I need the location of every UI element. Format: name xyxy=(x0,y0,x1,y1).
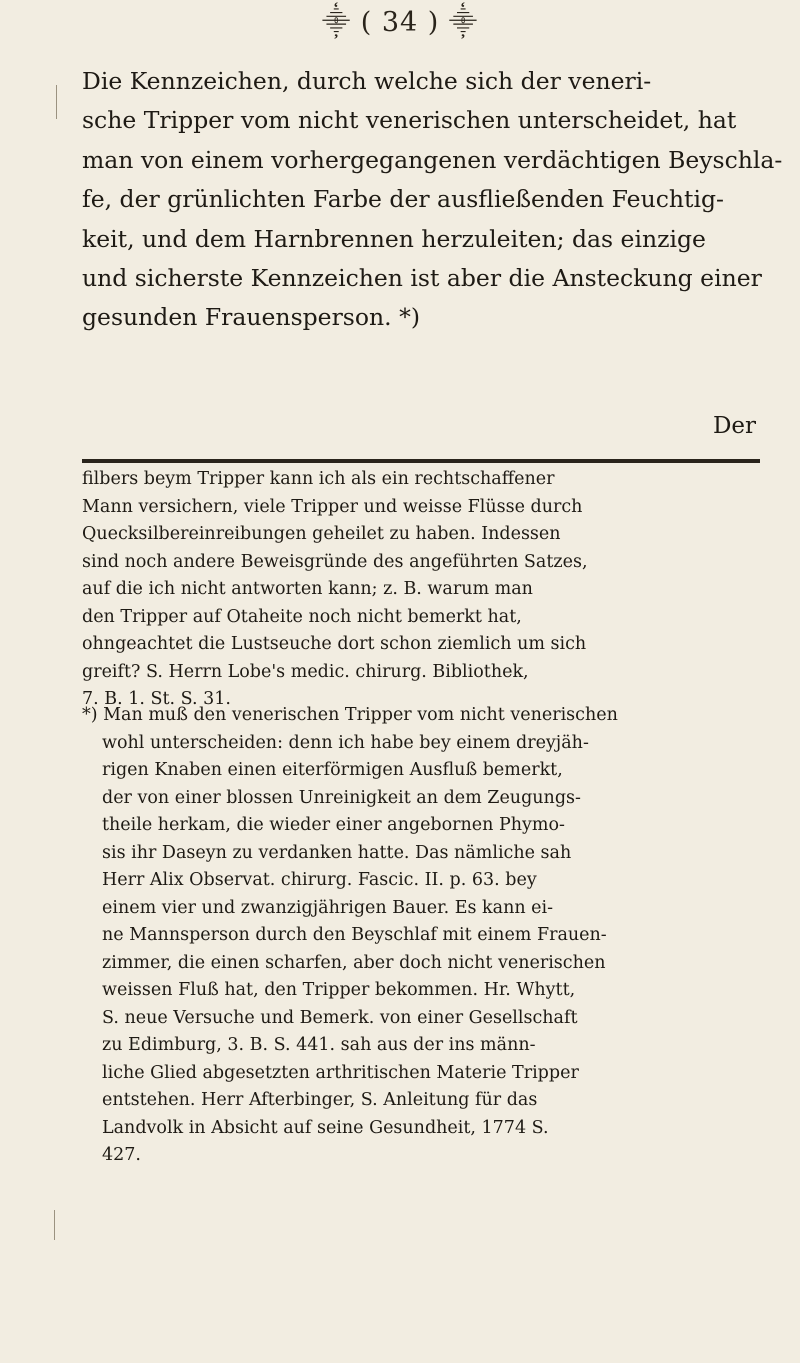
footnote-line: wohl unterscheiden: denn ich habe bey einem dreyjäh- xyxy=(102,732,589,753)
footnote-line: Quecksilbereinreibungen geheilet zu haben. Indessen xyxy=(82,524,561,544)
footnote-line: *) Man muß den venerischen Tripper vom nicht venerischen xyxy=(82,705,618,725)
main-text-line: Die Kennzeichen, durch welche sich der veneri- xyxy=(82,67,652,95)
main-text-line: man von einem vorhergegangenen verdächtigen Beyschla- xyxy=(82,145,783,174)
footnote-rule xyxy=(82,459,760,463)
page-fold-mark xyxy=(54,1210,55,1240)
footnote-line: rigen Knaben einen eiterförmigen Ausfluß bemerkt, xyxy=(102,760,563,780)
footnote-line: sind noch andere Beweisgründe des angeführten Satzes, xyxy=(82,551,588,572)
main-text-line: und sicherste Kennzeichen ist aber die Ansteckung einer xyxy=(82,264,762,293)
footnote-line: zimmer, die einen scharfen, aber doch nicht venerischen xyxy=(102,952,606,973)
main-text-line: fe, der grünlichten Farbe der ausfließenden Feuchtig- xyxy=(82,185,724,214)
footnote-line: der von einer blossen Unreinigkeit an dem Zeugungs- xyxy=(102,787,581,808)
main-text-line: gesunden Frauensperson. *) xyxy=(82,303,421,332)
footnote-line: Herr Alix Observat. chirurg. Fascic. II. p. 63. bey xyxy=(102,870,537,890)
footnote-line: weissen Fluß hat, den Tripper bekommen. Hr. Whytt, xyxy=(102,980,576,1000)
footnote-line: 7. B. 1. St. S. 31. xyxy=(82,689,231,709)
footnote-line: den Tripper auf Otaheite noch nicht bemerkt hat, xyxy=(82,606,522,627)
footnote-line: S. neue Versuche und Bemerk. von einer Gesellschaft xyxy=(102,1007,578,1028)
footnote-line: greift? S. Herrn Lobe's medic. chirurg. Bibliothek, xyxy=(82,661,529,682)
footnote-line: Landvolk in Absicht auf seine Gesundheit, 1774 S. xyxy=(102,1117,549,1138)
footnote-line: sis ihr Daseyn zu verdanken hatte. Das nämliche sah xyxy=(102,842,572,863)
footnote-line: auf die ich nicht antworten kann; z. B. warum man xyxy=(82,579,533,599)
footnote-line: ohngeachtet die Lustseuche dort schon ziemlich um sich xyxy=(82,634,587,654)
footnote-line: einem vier und zwanzigjährigen Bauer. Es kann ei- xyxy=(102,897,554,918)
footnote-line: filbers beym Tripper kann ich als ein rechtschaffener xyxy=(82,469,555,489)
page-header: ⸎ ( 34 ) ⸎ xyxy=(321,7,479,38)
footnote-continued xyxy=(82,466,762,714)
footnote-line: entstehen. Herr Afterbinger, S. Anleitung für das xyxy=(102,1090,538,1110)
catchword: Der xyxy=(712,413,756,439)
footnote-line: 427. xyxy=(102,1145,141,1165)
page-fold-mark xyxy=(56,85,57,119)
main-text xyxy=(82,62,783,338)
footnote-line: zu Edimburg, 3. B. S. 441. sah aus der ins männ- xyxy=(102,1035,536,1055)
footnote-line: theile herkam, die wieder einer angebornen Phymo- xyxy=(102,815,565,835)
footnote-line: Mann versichern, viele Tripper und weisse Flüsse durch xyxy=(82,496,583,517)
footnote-line: liche Glied abgesetzten arthritischen Materie Tripper xyxy=(102,1062,579,1083)
footnote-star xyxy=(82,702,762,1170)
main-text-line: keit, und dem Harnbrennen herzuleiten; das einzige xyxy=(82,224,706,253)
main-text-line: sche Tripper vom nicht venerischen unterscheidet, hat xyxy=(82,106,737,135)
footnote-line: ne Mannsperson durch den Beyschlaf mit einem Frauen- xyxy=(102,925,607,945)
